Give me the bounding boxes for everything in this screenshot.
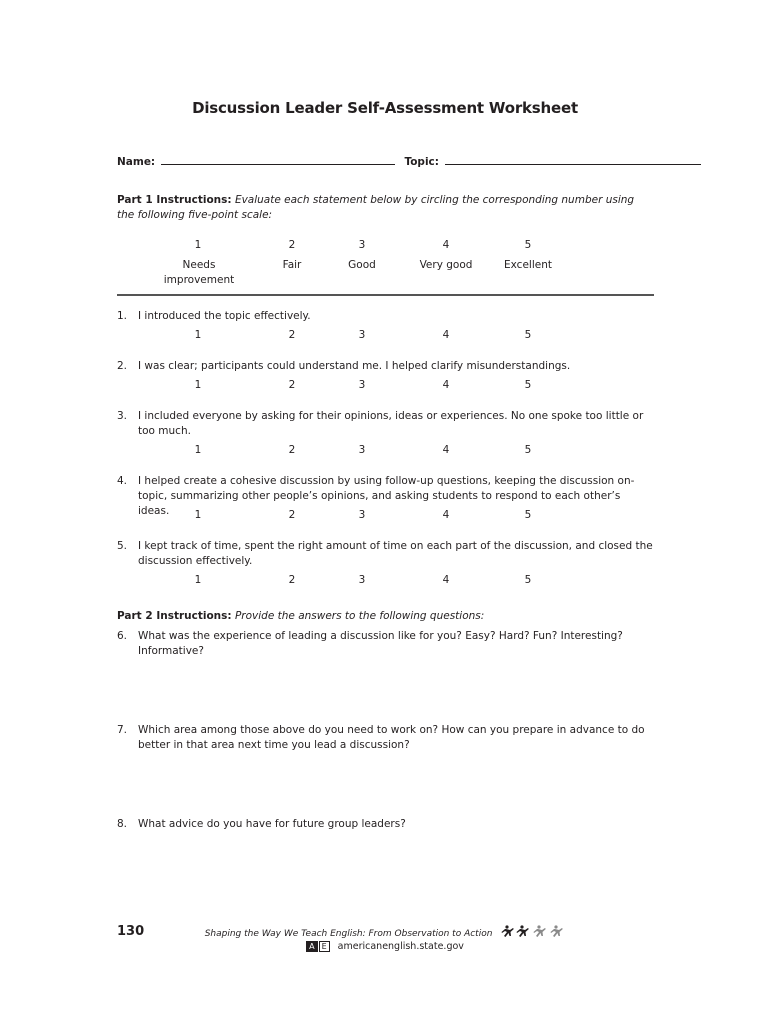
scale-num-2: 2	[288, 239, 296, 251]
part1-heading: Part 1 Instructions:	[117, 194, 232, 206]
rating-option[interactable]: 5	[524, 329, 532, 341]
rating-option[interactable]: 3	[358, 379, 366, 391]
question-text: What advice do you have for future group leaders?	[138, 818, 406, 830]
scale-label-2: Fair	[282, 259, 302, 271]
runner-figures-icon	[501, 925, 565, 942]
statement-number: 1.	[117, 310, 128, 322]
scale-num-4: 4	[442, 239, 450, 251]
footer-book-title	[0, 925, 770, 942]
scale-label-5: Excellent	[504, 259, 552, 271]
part2-text: Provide the answers to the following questions:	[234, 610, 485, 622]
question-number: 7.	[117, 724, 128, 736]
rating-option[interactable]: 5	[524, 379, 532, 391]
rating-option[interactable]: 5	[524, 574, 532, 586]
part2-instructions	[117, 609, 637, 624]
statement-text: I was clear; participants could understand me. I helped clarify misunderstandings.	[138, 360, 571, 372]
rating-option[interactable]: 3	[358, 444, 366, 456]
rating-option[interactable]: 2	[288, 329, 296, 341]
page-number: 130	[117, 924, 145, 939]
rating-option[interactable]: 5	[524, 509, 532, 521]
rating-option[interactable]: 3	[358, 329, 366, 341]
rating-option[interactable]: 1	[194, 329, 202, 341]
name-blank[interactable]	[161, 163, 395, 165]
topic-blank[interactable]	[445, 163, 701, 165]
statement-text: I introduced the topic effectively.	[138, 310, 311, 322]
rating-option[interactable]: 1	[194, 444, 202, 456]
rating-option[interactable]: 3	[358, 574, 366, 586]
rating-option[interactable]: 4	[442, 329, 450, 341]
rating-option[interactable]: 4	[442, 509, 450, 521]
rating-option[interactable]: 1	[194, 574, 202, 586]
statement-text: I included everyone by asking for their opinions, ideas or experiences. No one spoke too little or too much.	[138, 410, 644, 437]
rating-option[interactable]: 1	[194, 509, 202, 521]
statement-text: I helped create a cohesive discussion by using follow-up questions, keeping the discussion on-topic, summarizing other people’s opinions, and asking students to respond to each other’s ideas.	[138, 475, 635, 517]
statement-number: 2.	[117, 360, 128, 372]
question-number: 8.	[117, 818, 128, 830]
topic-label: Topic:	[404, 156, 439, 168]
rating-option[interactable]: 4	[442, 574, 450, 586]
name-label: Name:	[117, 156, 156, 168]
footer-site	[0, 941, 770, 952]
name-topic-row	[117, 156, 701, 168]
statement-number: 5.	[117, 540, 128, 552]
rating-option[interactable]: 4	[442, 379, 450, 391]
rating-option[interactable]: 2	[288, 574, 296, 586]
site-link[interactable]: americanenglish.state.gov	[337, 941, 464, 952]
scale-label-1: Needs improvement	[163, 259, 235, 286]
statement-number: 3.	[117, 410, 128, 422]
question-text: What was the experience of leading a discussion like for you? Easy? Hard? Fun? Interesting? Informative?	[138, 630, 623, 657]
rating-option[interactable]: 4	[442, 444, 450, 456]
rating-option[interactable]: 2	[288, 509, 296, 521]
part2-heading: Part 2 Instructions:	[117, 610, 232, 622]
question-number: 6.	[117, 630, 128, 642]
rating-option[interactable]: 2	[288, 444, 296, 456]
divider	[117, 294, 654, 296]
rating-option[interactable]: 5	[524, 444, 532, 456]
logo-e: E	[319, 941, 330, 952]
statement-number: 4.	[117, 475, 128, 487]
rating-option[interactable]: 1	[194, 379, 202, 391]
scale-num-5: 5	[524, 239, 532, 251]
scale-label-4: Very good	[419, 259, 473, 271]
scale-num-3: 3	[358, 239, 366, 251]
scale-label-3: Good	[348, 259, 376, 271]
book-title: Shaping the Way We Teach English: From Observation to Action	[204, 929, 493, 939]
rating-option[interactable]: 3	[358, 509, 366, 521]
part1-instructions	[117, 193, 637, 223]
page-title: Discussion Leader Self-Assessment Worksheet	[192, 99, 578, 117]
logo-a: A	[306, 941, 317, 952]
scale-num-1: 1	[194, 239, 202, 251]
statement-text: I kept track of time, spent the right amount of time on each part of the discussion, and closed the discussion effectively.	[138, 540, 653, 567]
question-text: Which area among those above do you need to work on? How can you prepare in advance to do better in that area next time you lead a discussion?	[138, 724, 645, 751]
rating-option[interactable]: 2	[288, 379, 296, 391]
part1-text: Evaluate each statement below by circling the corresponding number using the following five-point scale:	[117, 194, 635, 221]
